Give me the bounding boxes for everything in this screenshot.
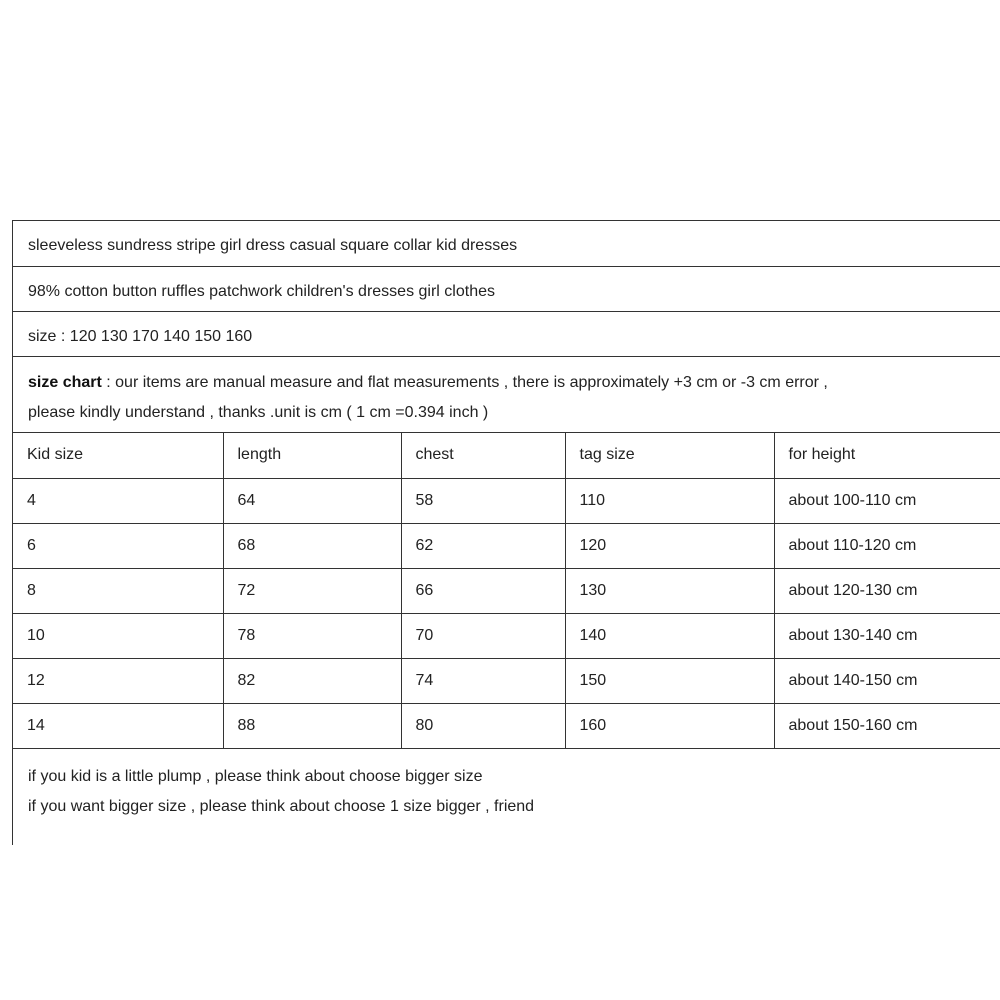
- product-title: sleeveless sundress stripe girl dress casual square collar kid dresses: [28, 237, 518, 254]
- table-cell: 58: [401, 478, 565, 523]
- sizes-row: [13, 312, 1000, 357]
- advice-footer: [13, 751, 1000, 846]
- table-cell: about 120-130 cm: [774, 568, 1000, 613]
- size-chart-sheet: [12, 220, 1000, 845]
- table-cell: 140: [565, 613, 774, 658]
- column-header: chest: [401, 433, 565, 478]
- sizes-text: size : 120 130 170 140 150 160: [28, 328, 253, 345]
- size-chart-note-line-2: please kindly understand , thanks .unit is cm ( 1 cm =0.394 inch ): [28, 404, 489, 421]
- table-cell: about 100-110 cm: [774, 478, 1000, 523]
- size-table: [13, 433, 1000, 749]
- table-cell: about 130-140 cm: [774, 613, 1000, 658]
- column-header: tag size: [565, 433, 774, 478]
- table-cell: 68: [223, 523, 401, 568]
- advice-line-1: if you kid is a little plump , please think about choose bigger size: [28, 768, 483, 785]
- table-cell: 110: [565, 478, 774, 523]
- table-cell: 6: [13, 523, 223, 568]
- table-cell: 10: [13, 613, 223, 658]
- table-cell: 74: [401, 658, 565, 703]
- table-cell: 14: [13, 703, 223, 748]
- table-cell: 160: [565, 703, 774, 748]
- table-row: [13, 703, 1000, 748]
- table-cell: 4: [13, 478, 223, 523]
- table-header-row: [13, 433, 1000, 478]
- table-cell: 72: [223, 568, 401, 613]
- table-cell: 62: [401, 523, 565, 568]
- table-row: [13, 613, 1000, 658]
- table-cell: 70: [401, 613, 565, 658]
- material-row: [13, 267, 1000, 312]
- table-row: [13, 478, 1000, 523]
- table-cell: 78: [223, 613, 401, 658]
- table-cell: 150: [565, 658, 774, 703]
- table-row: [13, 568, 1000, 613]
- size-chart-note-row: [13, 357, 1000, 433]
- table-cell: 8: [13, 568, 223, 613]
- table-cell: about 110-120 cm: [774, 523, 1000, 568]
- size-chart-note-line-1: [28, 374, 828, 392]
- table-cell: 64: [223, 478, 401, 523]
- table-cell: 88: [223, 703, 401, 748]
- size-chart-label: size chart: [28, 374, 102, 391]
- column-header: for height: [774, 433, 1000, 478]
- table-cell: about 150-160 cm: [774, 703, 1000, 748]
- table-cell: 12: [13, 658, 223, 703]
- table-row: [13, 523, 1000, 568]
- size-chart-note: : our items are manual measure and flat measurements , there is approximately +3 cm or -3 cm error ,: [101, 374, 828, 391]
- table-cell: 66: [401, 568, 565, 613]
- table-cell: 82: [223, 658, 401, 703]
- table-cell: 120: [565, 523, 774, 568]
- material-text: 98% cotton button ruffles patchwork children's dresses girl clothes: [28, 283, 495, 300]
- table-cell: 130: [565, 568, 774, 613]
- column-header: Kid size: [13, 433, 223, 478]
- column-header: length: [223, 433, 401, 478]
- table-row: [13, 658, 1000, 703]
- product-title-row: [13, 221, 1000, 267]
- table-cell: 80: [401, 703, 565, 748]
- advice-line-2: if you want bigger size , please think about choose 1 size bigger , friend: [28, 798, 535, 815]
- table-cell: about 140-150 cm: [774, 658, 1000, 703]
